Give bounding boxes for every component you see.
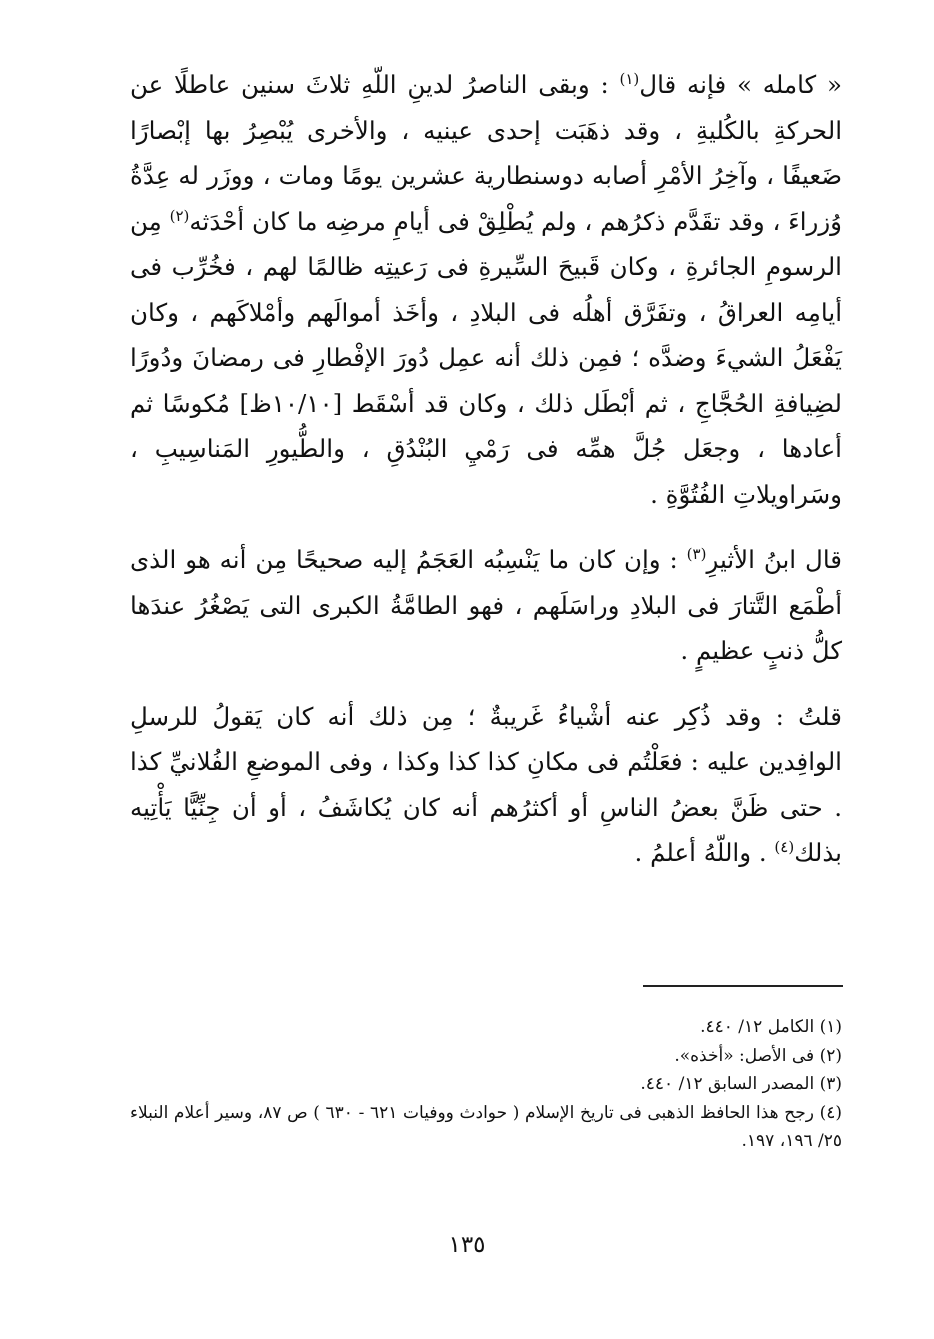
paragraph-2 [130, 537, 842, 674]
footnote-ref-3[interactable]: (٣) [686, 544, 707, 563]
footnote-ref-2[interactable]: (٢) [169, 206, 190, 225]
text-run: : وبقى الناصرُ لدينِ اللّهِ ثلاثَ سنين عاطلًا عن الحركةِ بالكُليةِ ، وقد ذهَبَت إحدى عينيه ، والأخرى يُبْصِرُ بها إبْصارًا ضَعيفًا ، وآخِرُ الأمْرِ أصابه دوسنطارية عشرين يومًا ومات ، ووزَر له عِدَّةُ وُزراءَ ، وقد تقَدَّم ذكرُهم ، ولم يُطْلِقْ فى أيامِ مرضِه ما كان أحْدَثه [130, 70, 842, 236]
text-run: « كامله » فإنه قال [639, 70, 842, 99]
paragraph-1 [130, 62, 842, 517]
footnote-ref-4[interactable]: (٤) [774, 837, 795, 856]
footnote-3: (٣) المصدر السابق ١٢/ ٤٤٠. [640, 1074, 842, 1094]
footnote-2: (٢) فى الأصل: «أخذه». [674, 1045, 842, 1066]
paragraph-3 [130, 694, 842, 876]
text-run: : وإن كان ما يَنْسِبُه العَجَمُ إليه صحيحًا مِن أنه هو الذى أطْمَع التَّتارَ فى البلادِ وراسَلَهم ، فهو الطامَّةُ الكبرى التى يَصْغُرُ عندَها كلُّ ذنبٍ عظيمٍ . [130, 545, 842, 665]
text-run: قلتُ : وقد ذُكِر عنه أشْياءُ غَريبةٌ ؛ مِن ذلك أنه كان يَقولُ للرسلِ الوافِدين عليه : فعَلْتُم فى مكانِ كذا كذا وكذا ، وفى الموضعِ الفُلانيِّ كذا . حتى ظَنَّ بعضُ الناسِ أو أكثرُهم أنه كان يُكاشَفُ ، أو أن جِنِّيًّا يَأْتِيه بذلك [130, 701, 842, 867]
text-run: مِن الرسومِ الجائرةِ ، وكان قَبيحَ السِّيرةِ فى رَعيتِه ظالمًا لهم ، فخُرِّب فى أيامِه العراقُ ، وتفَرَّق أهلُه فى البلادِ ، وأخَذ أموالَهم وأمْلاكَهم ، وكان يَفْعَلُ الشيءَ وضدَّه ؛ فمِن ذلك أنه عمِل دُورَ الإفْطارِ فى رمضانَ ودُورًا لضِيافةِ الحُجَّاجِ ، ثم أبْطَل ذلك ، وكان قد أسْقَط [١٠/١٠ظ] مُكوسًا ثم أعادها ، وجعَل جُلَّ همِّه فى رَمْيِ البُنْدُقِ ، والطُّيورِ المَناسِيبِ ، وسَراويلاتِ الفُتُوَّةِ . [130, 206, 842, 509]
footnotes [130, 1013, 842, 1156]
page-number: ١٣٥ [448, 1232, 486, 1258]
text-run: . واللّهُ أعلمُ . [634, 838, 775, 867]
footnote-1: (١) الكامل ١٢/ ٤٤٠. [700, 1017, 842, 1037]
text-run: قال ابنُ الأثيرِ [706, 545, 842, 574]
footnote-divider [643, 985, 843, 987]
footnote-4: (٤) رجح هذا الحافظ الذهبى فى تاريخ الإسلام ( حوادث ووفيات ٦٢١ - ٦٣٠ ) ص ٨٧، وسير أعلام النبلاء ٢٥/ ١٩٦، ١٩٧. [130, 1102, 842, 1151]
main-text [130, 62, 842, 876]
footnote-ref-1[interactable]: (١) [619, 69, 640, 88]
